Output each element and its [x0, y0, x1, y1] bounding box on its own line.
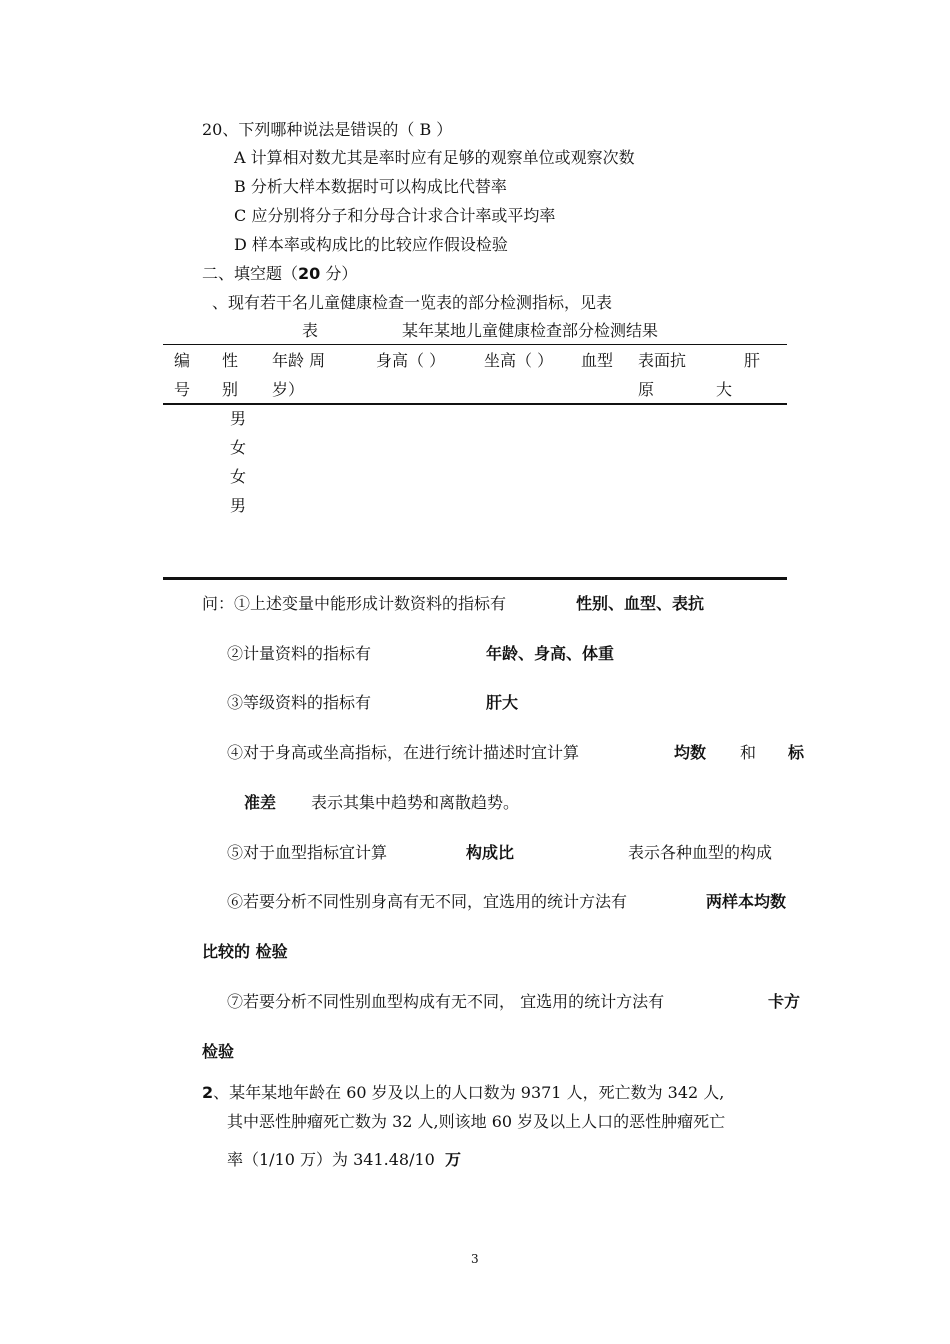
section-heading: [202, 266, 357, 282]
problem-2-line-2: 其中恶性肿瘤死亡数为 32 人,则该地 60 岁及以上人口的恶性肿瘤死亡: [227, 1112, 726, 1131]
header-id-2: 号: [174, 380, 191, 399]
answer-4-mean: 均数: [674, 743, 707, 762]
question-6: ⑥若要分析不同性别身高有无不同，宜选用的统计方法有: [227, 892, 628, 911]
section-heading-pre: 二、填空题（: [202, 264, 299, 283]
section-heading-post: 分）: [320, 264, 358, 283]
table-cell-sex: 女: [230, 467, 247, 486]
table-caption-label: 表: [302, 321, 319, 340]
header-blood-type: 血型: [581, 351, 614, 370]
question-1: 问：①上述变量中能形成计数资料的指标有: [202, 594, 507, 613]
problem-2-text-3: 率（1/10 万）为 341.48/10: [227, 1150, 435, 1169]
table-top-rule: [163, 344, 787, 345]
table-cell-sex: 女: [230, 438, 247, 457]
answer-2: 年龄、身高、体重: [486, 644, 615, 663]
question-2: ②计量资料的指标有: [227, 644, 372, 663]
header-sex-2: 别: [222, 380, 239, 399]
table-header-rule: [163, 403, 787, 405]
header-liver-1: 肝: [744, 351, 761, 370]
option-b: B 分析大样本数据时可以构成比代替率: [234, 177, 507, 196]
table-cell-sex: 男: [230, 496, 247, 515]
problem-2-text-1: 、某年某地年龄在 60 岁及以上的人口数为 9371 人，死亡数为 342 人,: [213, 1083, 725, 1102]
header-age-2: 岁）: [272, 380, 305, 399]
table-cell-sex: 男: [230, 409, 247, 428]
question-4-and: 和: [740, 743, 757, 762]
option-d: D 样本率或构成比的比较应作假设检验: [234, 235, 508, 254]
answer-7-part2: 检验: [202, 1042, 235, 1061]
answer-1: 性别、血型、表抗: [576, 594, 705, 613]
problem-2-line-3: [227, 1152, 461, 1168]
answer-4-sd-part2: 准差: [244, 793, 277, 812]
question-3: ③等级资料的指标有: [227, 693, 372, 712]
header-antigen-2: 原: [638, 380, 655, 399]
problem-2-line-1: [202, 1085, 724, 1101]
answer-5: 构成比: [466, 843, 515, 862]
page-number: 3: [471, 1252, 479, 1266]
option-c: C 应分别将分子和分母合计求合计率或平均率: [234, 206, 556, 225]
question-4-tail: 表示其集中趋势和离散趋势。: [311, 793, 520, 812]
header-id-1: 编: [174, 351, 191, 370]
table-intro: 、现有若干名儿童健康检查一览表的部分检测指标，见表: [212, 293, 613, 312]
header-liver-2: 大: [716, 380, 733, 399]
answer-6-part1: 两样本均数: [706, 892, 787, 911]
question-7: ⑦若要分析不同性别血型构成有无不同， 宜选用的统计方法有: [227, 992, 665, 1011]
problem-2-unit: 万: [445, 1150, 462, 1169]
problem-2-number: 2: [202, 1083, 214, 1102]
question-5-tail: 表示各种血型的构成: [628, 843, 773, 862]
answer-4-sd-part1: 标: [788, 743, 805, 762]
section-heading-score: 20: [298, 264, 321, 283]
answer-7-part1: 卡方: [768, 992, 801, 1011]
answer-3: 肝大: [486, 693, 519, 712]
answer-6-part2: 比较的 检验: [202, 942, 288, 961]
question-5: ⑤对于血型指标宜计算: [227, 843, 388, 862]
header-sitting-height: 坐高（ ）: [484, 351, 554, 370]
option-a: A 计算相对数尤其是率时应有足够的观察单位或观察次数: [234, 148, 635, 167]
table-bottom-rule: [163, 577, 787, 580]
question-20-stem: 20、下列哪种说法是错误的（ B ）: [202, 120, 453, 139]
header-sex-1: 性: [222, 351, 239, 370]
header-antigen-1: 表面抗: [638, 351, 687, 370]
header-age-1: 年龄 周: [272, 351, 326, 370]
header-height: 身高（ ）: [376, 351, 446, 370]
question-4: ④对于身高或坐高指标，在进行统计描述时宜计算: [227, 743, 580, 762]
table-caption-title: 某年某地儿童健康检查部分检测结果: [402, 321, 659, 340]
